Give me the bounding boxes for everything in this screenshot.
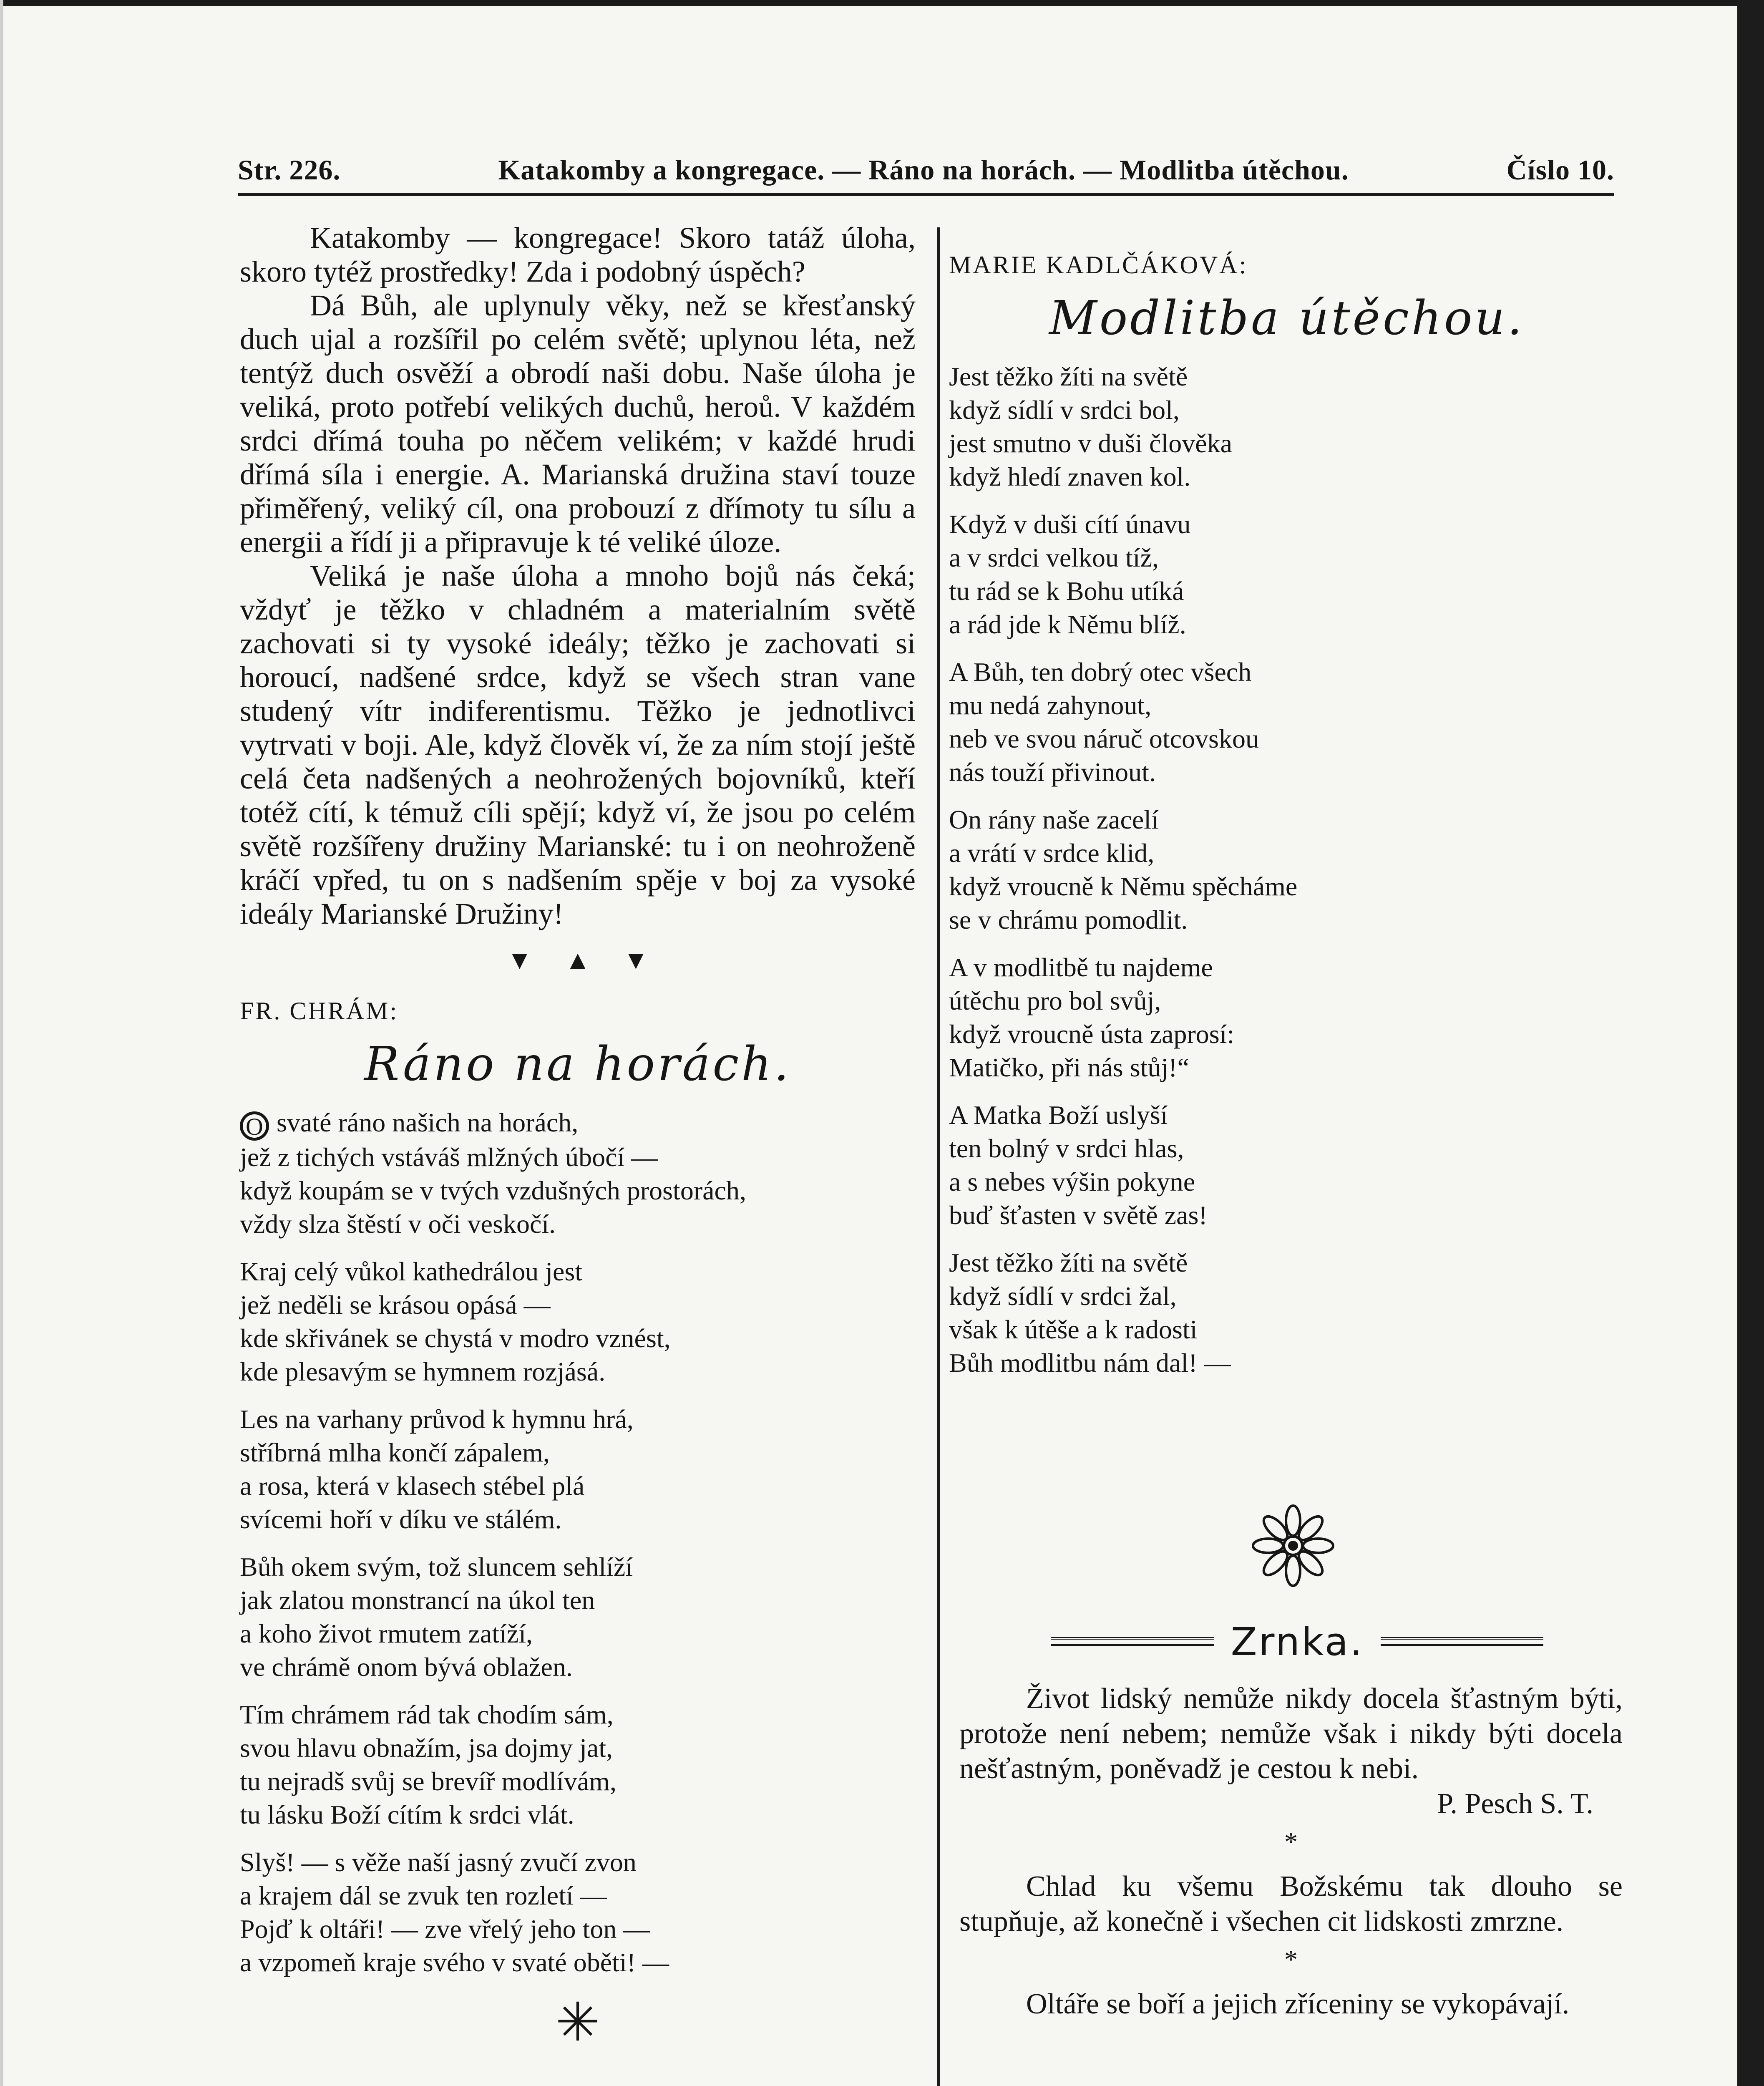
poem-line: když koupám se v tvých vzdušných prostorách,: [240, 1176, 746, 1205]
poem-line: kde skřivánek se chystá v modro vznést,: [240, 1323, 671, 1353]
poem-line: jest smutno v duši člověka: [949, 428, 1233, 458]
poem-line: a vrátí v srdce klid,: [949, 838, 1155, 868]
poem-line: Jest těžko žíti na světě: [949, 362, 1188, 391]
article-paragraph: Katakomby — kongregace! Skoro tatáž úloha, skoro tytéž prostředky! Zda i podobný úspěch?: [240, 221, 916, 288]
zrnka-item: Oltáře se boří a jejich zříceniny se vykopávají.: [1026, 1988, 1570, 2020]
poem-line: nás touží přivinout.: [949, 757, 1156, 787]
poem-line: Když v duši cítí únavu: [949, 509, 1191, 539]
divider-triangle-down-icon: ▼: [506, 946, 533, 975]
poem-modlitba-utechou: [949, 360, 1625, 1380]
poem-line: mu nedá zahynout,: [949, 690, 1152, 720]
article-paragraph: Veliká je naše úloha a mnoho bojů nás čeká; vždyť je těžko v chladném a materialním světě zachovati si ty vysoké ideály; těžko je zachovati si horoucí, nadšené srdce, když se všech stran vane studený vítr indiferentismu. Těžko je jednotlivci vytrvati v boji. Ale, když člověk ví, že za ním stojí ještě celá četa nadšených a neohrožených bojovníků, kteří totéž cítí, k témuž cíli spějí; když ví, že jsou po celém světě rozšířeny družiny Marianské: tu i on neohroženě kráčí vpřed, tu on s nadšením spěje v boj za vysoké ideály Marianské Družiny!: [240, 559, 916, 930]
poem-line: On rány naše zacelí: [949, 805, 1159, 834]
column-rule: [937, 227, 940, 2086]
poem-line: kde plesavým se hymnem rozjásá.: [240, 1357, 606, 1386]
poem-rano-na-horach: [240, 1106, 916, 1979]
poem-line: A Bůh, ten dobrý otec všech: [949, 657, 1252, 687]
zrnka-body: [959, 1681, 1623, 2022]
poem-stanza: [949, 655, 1625, 789]
poem-line: Tím chrámem rád tak chodím sám,: [240, 1700, 614, 1729]
poem-stanza: [240, 1550, 916, 1684]
poem-title: Ráno na horách.: [364, 1037, 791, 1091]
section-divider-ornament: [240, 947, 916, 973]
poem-line: Bůh okem svým, tož sluncem sehlíží: [240, 1552, 633, 1582]
poem-line: O svaté ráno našich na horách,: [240, 1106, 916, 1141]
poem-line: a rosa, která v klasech stébel plá: [240, 1471, 585, 1501]
poem-line: a vzpomeň kraje svého v svaté oběti! —: [240, 1947, 669, 1977]
divider-triangle-up-icon: ▲: [565, 946, 591, 975]
poem-line: stříbrná mlha končí zápalem,: [240, 1438, 550, 1467]
zrnka-item: Chlad ku všemu Božskému tak dlouho se stupňuje, až konečně i všechen cit lidskosti zmrzne.: [959, 1870, 1623, 1937]
poem-line: tu nejradš svůj se brevíř modlívám,: [240, 1766, 617, 1796]
poem-line: tu lásku Boží cítím k srdci vlát.: [240, 1800, 574, 1829]
poem-stanza: [240, 1255, 916, 1388]
header-rule: [238, 193, 1614, 196]
poem-line: a rád jde k Němu blíž.: [949, 610, 1186, 639]
poem-line: jež z tichých vstáváš mlžných úbočí —: [240, 1142, 658, 1172]
left-column: [240, 221, 916, 2052]
poem-author: MARIE KADLČÁKOVÁ:: [949, 251, 1248, 279]
poem-line: když vroucně ústa zaprosí:: [949, 1019, 1235, 1049]
poem-line: ten bolný v srdci hlas,: [949, 1134, 1184, 1163]
header-titles: Katakomby a kongregace. — Ráno na horách. — Modlitba útěchou.: [498, 154, 1349, 186]
rosette-ornament-icon: [1245, 1498, 1341, 1594]
poem-line: Bůh modlitbu nám dal! —: [949, 1348, 1231, 1378]
article-paragraph: Dá Bůh, ale uplynuly věky, než se křesťanský duch ujal a rozšířil po celém světě; uplynou léta, než tentýž duch osvěží a obrodí naši dobu. Naše úloha je veliká, proto potřebí velikých duchů, heroů. V každém srdci dřímá touha po něčem velikém; v každé hrudi dřímá síla i energie. A. Marianská družina staví touze přiměřený, veliký cíl, ona probouzí z dřímoty tu sílu a energii a řídí ji a připravuje k té veliké úloze.: [240, 289, 916, 559]
issue-number: Číslo 10.: [1506, 154, 1614, 186]
poem-stanza: [949, 1098, 1625, 1232]
poem-line: A v modlitbě tu najdeme: [949, 952, 1213, 982]
poem-line: svou hlavu obnažím, jsa dojmy jat,: [240, 1733, 613, 1763]
poem-line: Slyš! — s věže naší jasný zvučí zvon: [240, 1847, 637, 1877]
zrnka-title: Zrnka.: [1231, 1619, 1364, 1664]
poem-stanza: [949, 1246, 1625, 1380]
poem-stanza: [949, 508, 1625, 641]
zrnka-item: Život lidský nemůže nikdy docela šťastným býti, protože není nebem; nemůže však i nikdy býti docela nešťastným, poněvadž je cestou k nebi.: [959, 1683, 1623, 1785]
poem-line: vždy slza štěstí v oči veskočí.: [240, 1209, 556, 1239]
poem-line: svícemi hoří v díku ve stálém.: [240, 1504, 562, 1534]
heading-rule-right: [1381, 1637, 1543, 1646]
poem-line: Pojď k oltáři! — zve vřelý jeho ton —: [240, 1914, 650, 1944]
poem-line: když sídlí v srdci bol,: [949, 395, 1180, 425]
poem-title: Modlitba útěchou.: [1049, 291, 1525, 345]
poem-line: se v chrámu pomodlit.: [949, 905, 1188, 935]
zrnka-separator: *: [1284, 1945, 1298, 1974]
poem-stanza: [240, 1106, 916, 1241]
poem-stanza: [240, 1698, 916, 1832]
divider-triangle-down-icon: ▼: [623, 946, 649, 975]
scan-edge-top: [0, 0, 1764, 6]
poem-line: A Matka Boží uslyší: [949, 1100, 1168, 1130]
running-header: [238, 147, 1614, 193]
poem-line: ve chrámě onom bývá oblažen.: [240, 1652, 573, 1682]
heading-rule-left: [1051, 1637, 1214, 1646]
dropcap-initial: O: [240, 1111, 269, 1141]
poem-line: a krajem dál se zvuk ten rozletí —: [240, 1881, 607, 1910]
poem-line: neb ve svou náruč otcovskou: [949, 724, 1259, 753]
zrnka-heading: [1051, 1619, 1543, 1665]
poem-line: a koho život rmutem zatíží,: [240, 1619, 533, 1648]
end-asterisk-icon: ✳: [555, 1993, 600, 2052]
right-column: [949, 250, 1625, 1394]
poem-stanza: [240, 1403, 916, 1536]
zrnka-signature: P. Pesch S. T.: [1437, 1788, 1593, 1820]
poem-line: Jest těžko žíti na světě: [949, 1248, 1188, 1277]
poem-line: Les na varhany průvod k hymnu hrá,: [240, 1404, 634, 1434]
poem-line: jež neděli se krásou opásá —: [240, 1290, 551, 1320]
poem-stanza: [240, 1846, 916, 1979]
poem-stanza: [949, 803, 1625, 937]
poem-stanza: [949, 951, 1625, 1084]
poem-line: tu rád se k Bohu utíká: [949, 576, 1184, 606]
poem-author: FR. CHRÁM:: [240, 997, 399, 1025]
poem-line: když sídlí v srdci žal,: [949, 1281, 1177, 1311]
poem-line: a v srdci velkou tíž,: [949, 543, 1159, 572]
poem-line: však k útěše a k radosti: [949, 1315, 1198, 1344]
poem-line: útěchu pro bol svůj,: [949, 986, 1161, 1015]
scan-edge-left: [0, 0, 3, 2086]
page-number: Str. 226.: [238, 154, 341, 186]
poem-line: když hledí znaven kol.: [949, 462, 1191, 491]
poem-line: Kraj celý vůkol kathedrálou jest: [240, 1257, 583, 1286]
zrnka-separator: *: [1284, 1827, 1298, 1857]
article-katakomby: [240, 221, 916, 931]
poem-line: jak zlatou monstrancí na úkol ten: [240, 1585, 595, 1615]
scan-edge-right: [1737, 0, 1764, 2086]
poem-line: a s nebes výšin pokyne: [949, 1167, 1195, 1197]
poem-stanza: [949, 360, 1625, 494]
poem-line: buď šťasten v světě zas!: [949, 1200, 1208, 1230]
poem-line: když vroucně k Němu spěcháme: [949, 872, 1298, 901]
poem-line: Matičko, při nás stůj!“: [949, 1053, 1189, 1082]
